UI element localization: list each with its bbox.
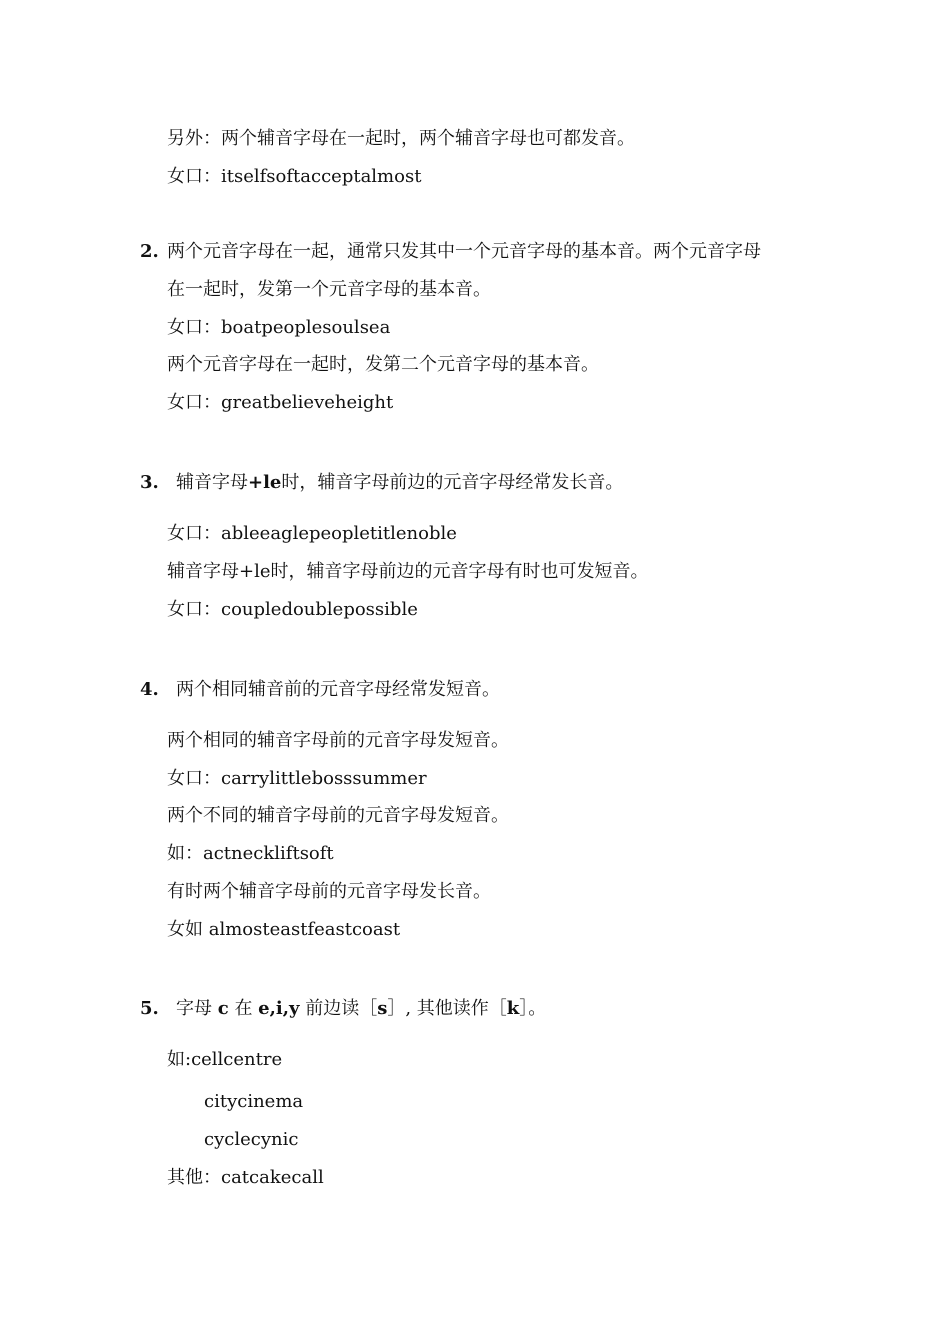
item-5-example-2: citycinema — [204, 1091, 304, 1112]
item-number-5: 5. — [140, 998, 159, 1019]
item-4-example-3: 女如 almosteastfeastcoast — [167, 919, 401, 940]
item-4-example-1: 女口：carrylittlebosssummer — [167, 768, 427, 789]
item-4-line-2: 两个不同的辅音字母前的元音字母发短音。 — [167, 805, 509, 826]
item-3-heading-b: +le — [248, 472, 282, 493]
item-3-line-2: 辅音字母+le时，辅音字母前边的元音字母有时也可发短音。 — [167, 561, 649, 582]
item-5-h7: ］, 其他读作［ — [387, 998, 507, 1019]
item-5-h3: 在 — [234, 998, 253, 1019]
item-4-heading: 两个相同辅音前的元音字母经常发短音。 — [176, 679, 500, 700]
item-3-heading-a: 辅音字母 — [176, 472, 248, 493]
item-2-example-2: 女口：greatbelieveheight — [167, 392, 394, 413]
paragraph-1-example: 女口：itselfsoftacceptalmost — [167, 166, 422, 187]
item-5-example-4: 其他：catcakecall — [167, 1167, 324, 1188]
item-3-example-2: 女口：coupledoublepossible — [167, 599, 418, 620]
item-5-example-1: 如:cellcentre — [167, 1049, 283, 1070]
item-5-h2: c — [217, 998, 229, 1019]
item-5-example-3: cyclecynic — [204, 1129, 299, 1150]
item-number-3: 3. — [140, 472, 159, 493]
item-5-h9: ］。 — [519, 998, 547, 1019]
item-2-line-3: 两个元音字母在一起时，发第二个元音字母的基本音。 — [167, 354, 599, 375]
item-2-example-1: 女口：boatpeoplesoulsea — [167, 317, 391, 338]
item-5-h1: 字母 — [176, 998, 212, 1019]
item-4-line-3: 有时两个辅音字母前的元音字母发长音。 — [167, 881, 491, 902]
item-3-example-1: 女口：ableeaglepeopletitlenoble — [167, 523, 457, 544]
item-5-h5: 前边读［ — [305, 998, 378, 1019]
item-number-4: 4. — [140, 679, 159, 700]
item-5-h8: k — [506, 998, 520, 1019]
item-5-heading — [176, 997, 546, 1021]
item-4-line-1: 两个相同的辅音字母前的元音字母发短音。 — [167, 730, 509, 751]
item-4-example-2: 如：actneckliftsoft — [167, 843, 334, 864]
item-2-heading-line2: 在一起时，发第一个元音字母的基本音。 — [167, 279, 491, 300]
item-5-h4: e,i,y — [258, 998, 300, 1019]
paragraph-1-line: 另外：两个辅音字母在一起时，两个辅音字母也可都发音。 — [167, 128, 635, 149]
item-5-h6: s — [377, 998, 388, 1019]
item-3-heading — [176, 471, 623, 495]
item-3-heading-c: 时，辅音字母前边的元音字母经常发长音。 — [281, 472, 624, 493]
item-2-heading-line1: 两个元音字母在一起，通常只发其中一个元音字母的基本音。两个元音字母 — [167, 241, 761, 262]
item-number-2: 2. — [140, 241, 159, 262]
